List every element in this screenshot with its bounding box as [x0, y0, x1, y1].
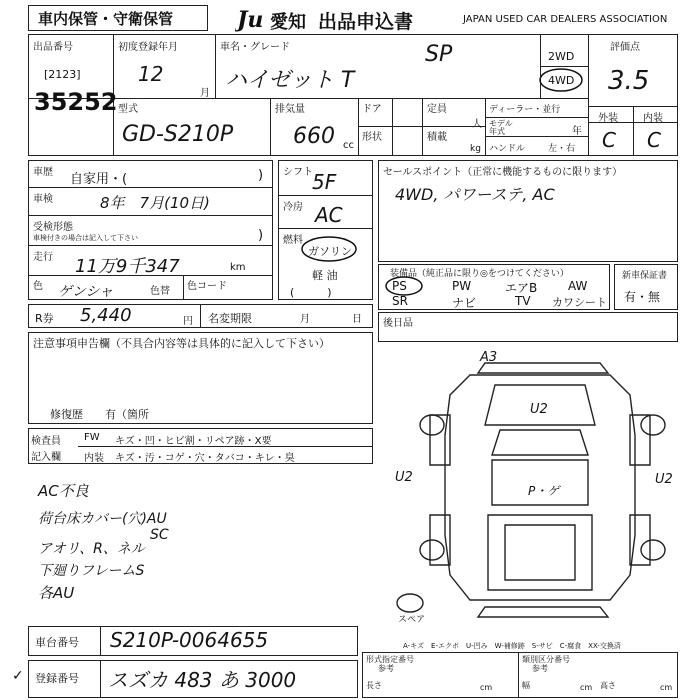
later-box: [378, 312, 678, 342]
model-value: GD-S210P: [122, 122, 234, 147]
disp-unit: cc: [343, 140, 354, 151]
fuel-label: 燃料: [283, 235, 303, 246]
equip-label: 装備品（純正品に限り◎をつけてください）: [390, 269, 569, 279]
chassis-label: 車台番号: [35, 636, 79, 649]
spec-number-div: [518, 652, 519, 698]
width-unit: cm: [580, 683, 593, 692]
lot-small: [2123]: [44, 68, 81, 81]
recycle-div: [200, 304, 201, 328]
height-unit: cm: [660, 683, 673, 692]
color-change: 色替: [150, 286, 170, 297]
drive-4wd: 4WD: [548, 74, 575, 87]
remark-2: 荷台床カバー(穴)AU: [38, 511, 167, 527]
form-number-ref: 参考: [378, 664, 394, 673]
cooler-label: 冷房: [283, 202, 303, 213]
capacity-label: 定員: [427, 104, 447, 115]
drive-2wd: 2WD: [548, 50, 575, 63]
fuel-paren: ( ): [290, 286, 332, 299]
form-title: 出品申込書: [318, 11, 414, 33]
fuel-gasoline: ガソリン: [308, 245, 352, 258]
mileage-value: 11万9千347: [75, 256, 180, 277]
col-divider-6: [485, 98, 486, 156]
recv-close: ): [258, 228, 264, 243]
class-number-ref: 参考: [532, 664, 548, 673]
first-reg-value: 12: [138, 62, 164, 86]
equip-pw: PW: [452, 279, 472, 293]
inspect-value: 8年 7月(10日): [100, 194, 210, 212]
plate-check: ✓: [12, 668, 24, 684]
width-label: 幅: [522, 681, 530, 690]
spec-div-2: [278, 228, 373, 229]
equip-tv: TV: [515, 294, 531, 308]
color-code-label: 色コード: [187, 281, 227, 292]
diagram-u2-top: U2: [530, 402, 548, 417]
div-h2: [28, 215, 273, 216]
color-value: ゲンシャ: [58, 284, 114, 300]
equip-leather: カワシート: [552, 296, 607, 309]
model-year-label: モデル: [489, 119, 513, 128]
col-divider-5: [422, 98, 423, 156]
disp-value: 660: [293, 124, 335, 149]
ext-value: C: [602, 128, 616, 152]
year-unit: 年: [572, 126, 582, 137]
int-value: C: [647, 128, 661, 152]
disp-label: 排気量: [275, 104, 305, 115]
handle-label: ハンドル: [489, 144, 526, 154]
org-name: 愛知: [270, 12, 306, 33]
plate-value: スズカ 483 あ 3000: [108, 668, 297, 692]
grade-value: SP: [425, 42, 453, 67]
shape-divider: [358, 126, 485, 127]
new-warranty-label: 新車保証書: [622, 271, 668, 281]
int-label: 内装: [643, 113, 663, 124]
repair-history: 修復歴 有（箇所: [50, 408, 149, 421]
eval-value: 3.5: [608, 66, 650, 96]
length-unit: cm: [480, 683, 493, 692]
in-items: キズ・汚・コゲ・穴・タバコ・キレ・臭: [115, 453, 295, 464]
div-h1: [28, 187, 273, 188]
lot-label: 出品番号: [33, 42, 73, 53]
month-suffix: 月: [200, 88, 210, 99]
sales-value: 4WD, パワーステ, AC: [395, 185, 555, 204]
mileage-unit: km: [230, 262, 246, 273]
remark-5: 下廻りフレームS: [38, 563, 145, 579]
fuel-diesel: 軽 油: [312, 269, 338, 282]
recv-note: 車検付きの場合は記入して下さい: [33, 234, 138, 242]
history-close: ): [258, 168, 264, 183]
ext-label: 外装: [598, 113, 618, 124]
remark-4: アオリ、R、ネル: [38, 541, 145, 557]
fuel-circle: [300, 235, 358, 263]
remark-6: 各AU: [38, 584, 75, 602]
shape-label: 形状: [362, 132, 382, 143]
in-label: 内装: [84, 453, 104, 464]
sales-label: セールスポイント（正常に機能するものに限ります）: [383, 167, 623, 178]
model-year-sub: 年式: [489, 127, 505, 136]
remark-1: AC不良: [38, 482, 89, 500]
diagram-legend: A-キズ E-エクボ U-凹み W-補修跡 S-サビ C-腐食 XX-交換済: [403, 642, 621, 650]
col-divider-2: [215, 34, 216, 98]
shift-label: シフト: [283, 167, 313, 178]
model-label: 型式: [118, 104, 138, 115]
recycle-unit: 円: [183, 316, 193, 327]
equip-airbag: エアB: [505, 281, 538, 295]
load-label: 積載: [427, 132, 447, 143]
history-value: 自家用・(: [70, 172, 128, 187]
ps-circle: [384, 276, 424, 296]
notes-label: 注意事項申告欄（不具合内容等は具体的に記入して下さい）: [33, 337, 330, 350]
fw-label: FW: [84, 432, 100, 443]
door-label: ドア: [362, 104, 382, 115]
eval-label: 評価点: [610, 42, 640, 53]
inspect-label: 車検: [33, 194, 53, 205]
col-divider-4: [358, 98, 359, 156]
shift-value: 5F: [312, 170, 337, 194]
spec-div-1: [278, 195, 373, 196]
assoc-name: JAPAN USED CAR DEALERS ASSOCIATION: [463, 14, 668, 25]
equip-aw: AW: [568, 279, 588, 293]
recycle-value: 5,440: [80, 305, 132, 326]
diagram-spare: スペア: [398, 615, 426, 625]
car-label: 車名・グレード: [220, 42, 290, 53]
div-h3: [28, 245, 273, 246]
handle-lr: 左・右: [548, 144, 576, 154]
diagram-u2-left: U2: [395, 470, 413, 485]
recv-label: 受検形態: [33, 222, 73, 233]
spare-tire: [395, 592, 425, 614]
col-divider-8: [588, 34, 589, 156]
equip-navi: ナビ: [452, 296, 477, 310]
ext-int-divider: [633, 106, 634, 156]
capacity-unit: 人: [472, 119, 482, 130]
mileage-label: 走行: [33, 252, 53, 263]
plate-label: 登録番号: [35, 672, 79, 685]
class-number-label: 類別区分番号: [522, 655, 570, 664]
storage-label: 車内保管・守衛保管: [38, 10, 174, 28]
inspector-label-2: 記入欄: [31, 452, 61, 463]
expiry-month: 月: [300, 314, 310, 325]
col-divider-3: [270, 98, 271, 156]
remark-3: SC: [38, 527, 169, 543]
diagram-center: P・ゲ: [528, 484, 560, 498]
dealer-label: ディーラー・並行: [489, 105, 561, 115]
svg-text:Ju: Ju: [237, 7, 264, 32]
load-unit: kg: [470, 144, 481, 154]
later-label: 後日品: [383, 318, 413, 329]
car-name: ハイゼット T: [225, 68, 355, 93]
lot-number: 35252: [34, 88, 118, 116]
equip-ps: PS: [392, 279, 407, 293]
drive-4wd-circle: [538, 67, 584, 93]
shape-col: [392, 98, 393, 156]
fw-items: キズ・凹・ヒビ割・リペア跡・X要: [115, 436, 272, 447]
form-number-label: 形式指定番号: [366, 655, 414, 664]
color-label: 色: [33, 281, 43, 292]
inspector-label: 検査員: [31, 436, 61, 447]
cooler-value: AC: [315, 203, 343, 227]
height-label: 高さ: [600, 681, 616, 690]
chassis-value: S210P-0064655: [110, 628, 269, 652]
diagram-a3: A3: [480, 350, 498, 365]
expiry-day: 日: [352, 314, 362, 325]
color-div: [183, 275, 184, 300]
expiry-label: 名変期限: [208, 312, 252, 325]
new-warranty-value: 有・無: [624, 290, 661, 304]
equip-sr: SR: [392, 294, 408, 308]
plate-div: [100, 660, 101, 698]
history-label: 車歴: [33, 167, 53, 178]
first-reg-label: 初度登録年月: [118, 42, 178, 53]
diagram-u2-right: U2: [655, 472, 673, 487]
length-label: 長さ: [366, 681, 382, 690]
recycle-label: R券: [35, 312, 54, 325]
chassis-div: [100, 626, 101, 656]
